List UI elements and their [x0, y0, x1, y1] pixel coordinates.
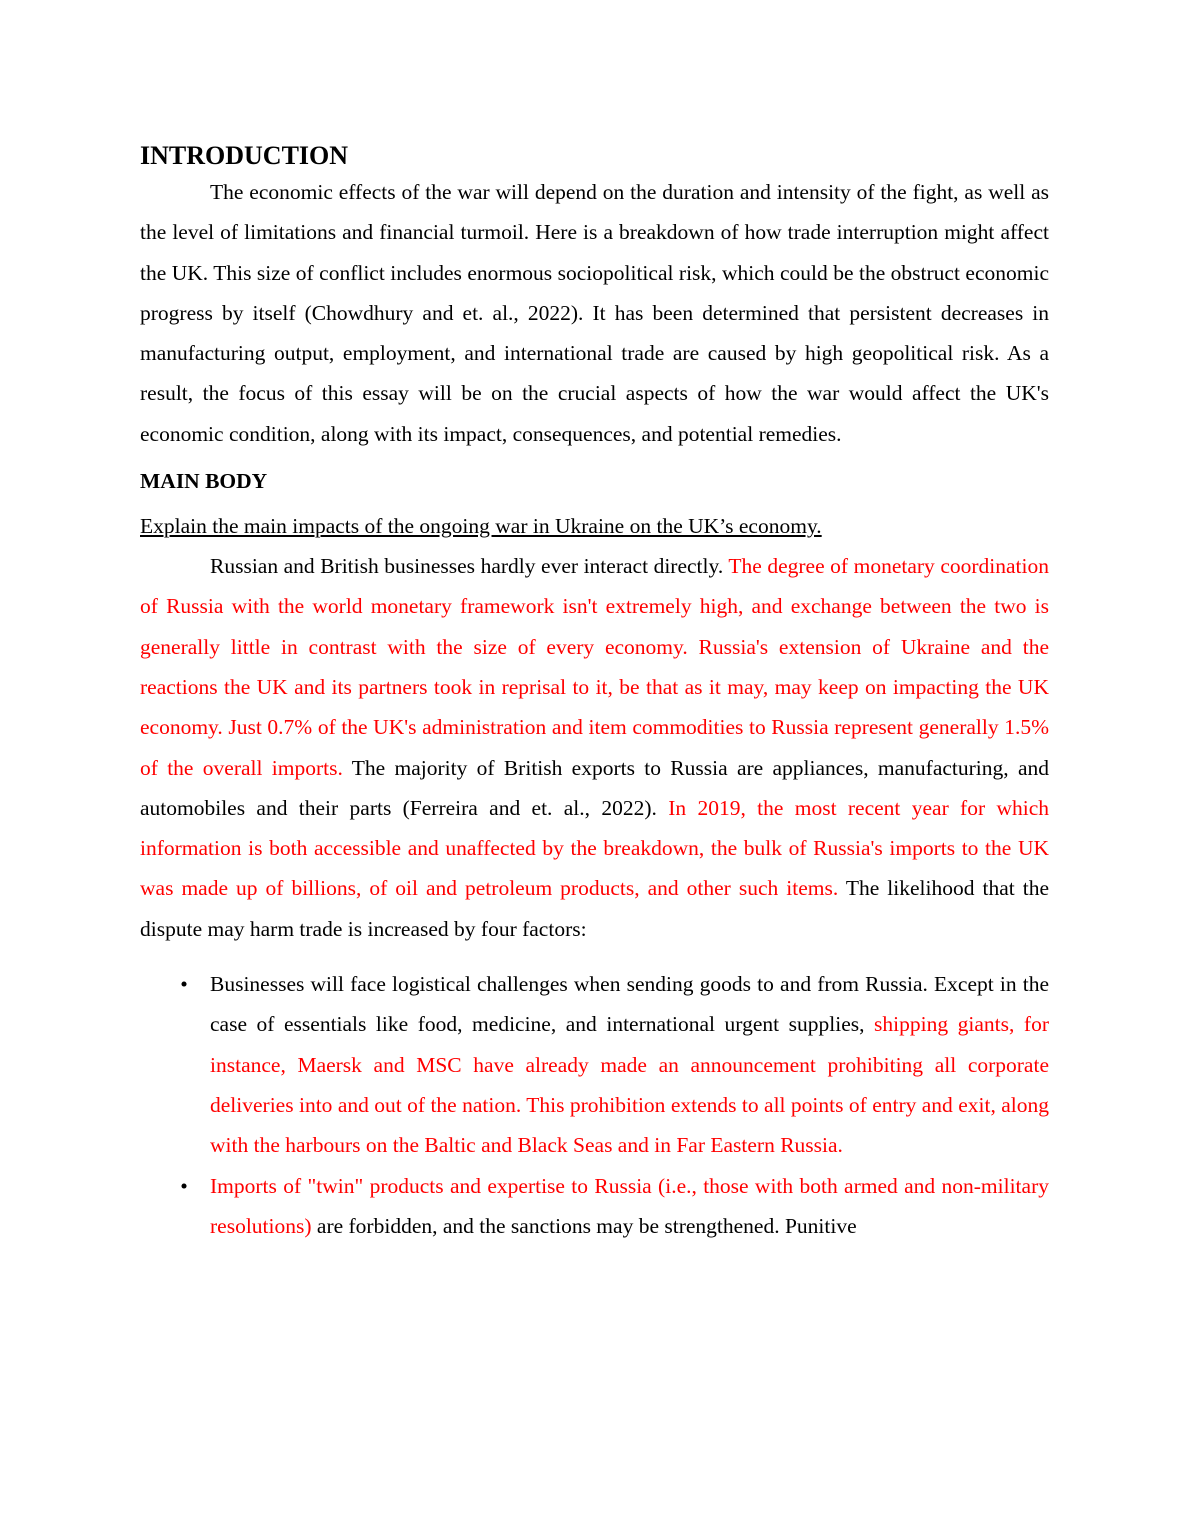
paragraph-segment-black: The likelihood that the dispute may harm trade is increased by four factors:: [140, 876, 1050, 941]
introduction-heading: INTRODUCTION: [140, 141, 349, 170]
bullet-segment-red: shipping giants, for instance, Maersk and MSC have already made an announcement prohibiting all corporate deliveries into and out of the nation. This prohibition extends to all points of entry and exit, along with the harbours on the Baltic and Black Seas and in Far Eastern Russia.: [210, 1012, 1049, 1158]
introduction-paragraph: The economic effects of the war will depend on the duration and intensity of the fight, as well as the level of limitations and financial turmoil. Here is a breakdown of how trade interruption might affect the UK. This size of conflict includes enormous sociopolitical risk, which could be the obstruct economic progress by itself (Chowdhury and et. al., 2022). It has been determined that persistent decreases in manufacturing output, employment, and international trade are caused by high geopolitical risk. As a result, the focus of this essay will be on the crucial aspects of how the war would affect the UK's economic condition, along with its impact, consequences, and potential remedies.: [140, 180, 1049, 446]
paragraph-segment-black: Russian and British businesses hardly ever interact directly.: [210, 554, 729, 579]
main-body-paragraph: [140, 546, 1049, 949]
list-item: [140, 964, 1049, 1165]
main-body-heading: MAIN BODY: [140, 469, 268, 494]
section-subheading: Explain the main impacts of the ongoing war in Ukraine on the UK’s economy.: [140, 514, 822, 539]
paragraph-segment-black: The majority of British exports to Russia are appliances, manufacturing, and automobiles and their parts (Ferreira and et. al., 2022).: [140, 755, 1049, 820]
bullet-segment-black: Businesses will face logistical challenges when sending goods to and from Russia. Except in the case of essentials like food, medicine, and international urgent supplies,: [210, 972, 1049, 1037]
list-item: [140, 1166, 1049, 1247]
document-page: [140, 140, 1049, 1246]
bullet-icon: •: [180, 972, 188, 997]
paragraph-segment-red: The degree of monetary coordination of Russia with the world monetary framework isn't extremely high, and exchange between the two is generally little in contrast with the size of every economy. Russia's extension of Ukraine and the reactions the UK and its partners took in reprisal to it, be that as it may, may keep on impacting the UK economy. Just 0.7% of the UK's administration and item commodities to Russia represent generally 1.5% of the overall imports.: [140, 554, 1049, 780]
bullet-segment-black: are forbidden, and the sanctions may be strengthened. Punitive: [311, 1213, 857, 1238]
paragraph-segment-red: In 2019, the most recent year for which information is both accessible and unaffected by the breakdown, the bulk of Russia's imports to the UK was made up of billions, of oil and petroleum products, and other such items.: [140, 795, 1049, 901]
bullet-segment-red: Imports of "twin" products and expertise to Russia (i.e., those with both armed and non-military resolutions): [210, 1173, 1049, 1238]
factors-list: [140, 964, 1049, 1246]
bullet-icon: •: [180, 1173, 188, 1198]
